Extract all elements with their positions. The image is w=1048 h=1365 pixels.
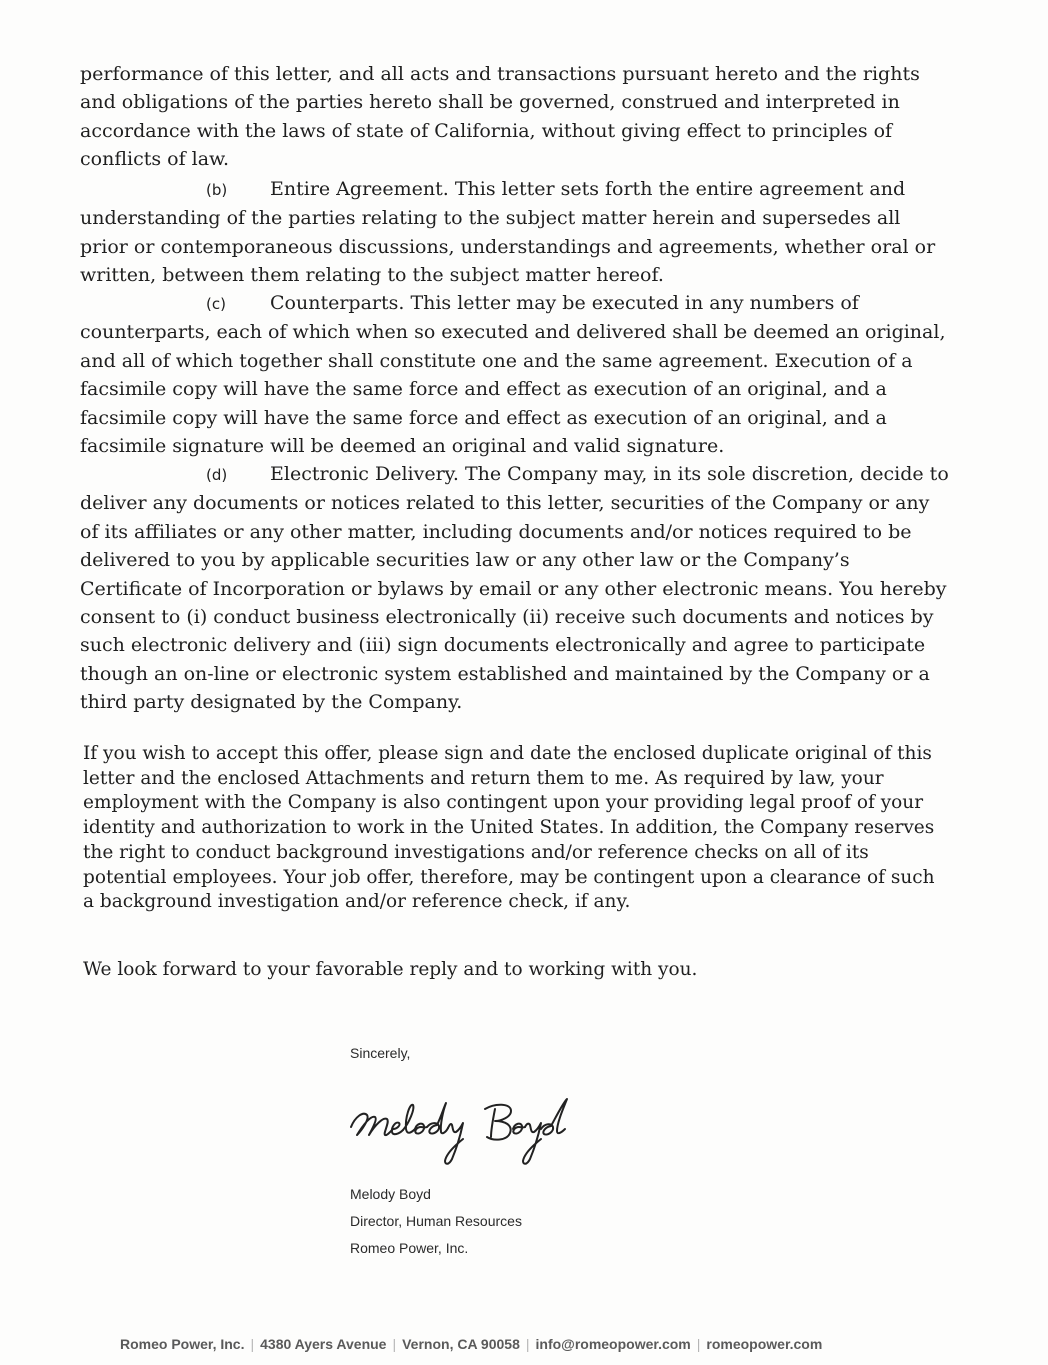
- footer-website: romeopower.com: [706, 1336, 823, 1352]
- clause-counterparts: [80, 289, 950, 460]
- clause-text: Electronic Delivery. The Company may, in its sole discretion, decide to deliver any documents or notices related to this letter, securities of the Company or any of its affiliates or any other matter, including documents and/or notices required to be delivered to you by applicable securities law or any other law or the Company’s Certificate of Incorporation or bylaws by email or any other electronic means. You hereby consent to (i) conduct business electronically (ii) receive such documents and notices by such electronic delivery and (iii) sign documents electronically and agree to participate though an on-line or electronic system established and maintained by the Company or a third party designated by the Company.: [80, 463, 949, 714]
- footer-separator: |: [696, 1336, 701, 1352]
- signature-image: [345, 1095, 595, 1175]
- clause-text: Counterparts. This letter may be executed in any numbers of counterparts, each of which when so executed and delivered shall be deemed an original, and all of which together shall constitute one and the same agreement. Execution of a facsimile copy will have the same force and effect as execution of an original, and a facsimile copy will have the same force and effect as execution of an original, and a facsimile signature will be deemed an original and valid signature.: [80, 292, 946, 458]
- governing-law-paragraph: performance of this letter, and all acts and transactions pursuant hereto and the rights and obligations of the parties hereto shall be governed, construed and interpreted in accordance with the laws of state of California, without giving effect to principles of conflicts of law.: [80, 63, 920, 171]
- footer-separator: |: [250, 1336, 255, 1352]
- footer-company: Romeo Power, Inc.: [120, 1336, 245, 1352]
- clause-label: (d): [206, 466, 228, 484]
- signer-company: Romeo Power, Inc.: [350, 1240, 469, 1256]
- footer-address: 4380 Ayers Avenue: [260, 1336, 387, 1352]
- closing-paragraph: We look forward to your favorable reply and to working with you.: [83, 959, 698, 980]
- acceptance-paragraph: If you wish to accept this offer, please sign and date the enclosed duplicate original of this letter and the enclosed Attachments and return them to me. As required by law, your employment with the Company is also contingent upon your providing legal proof of your identity and authorization to work in the United States. In addition, the Company reserves the right to conduct background investigations and/or reference checks on all of its potential employees. Your job offer, therefore, may be contingent upon a clearance of such a background investigation and/or reference check, if any.: [83, 743, 935, 913]
- signer-name: Melody Boyd: [350, 1186, 431, 1202]
- clause-label: (c): [206, 295, 226, 313]
- footer-city: Vernon, CA 90058: [402, 1336, 520, 1352]
- footer-email: info@romeopower.com: [535, 1336, 691, 1352]
- footer-separator: |: [525, 1336, 530, 1352]
- clause-entire-agreement: [80, 175, 950, 290]
- clause-text: Entire Agreement. This letter sets forth the entire agreement and understanding of the parties relating to the subject matter herein and supersedes all prior or contemporaneous discussions, understandings and agreements, whether oral or written, between them relating to the subject matter hereof.: [80, 178, 936, 287]
- footer-separator: |: [392, 1336, 397, 1352]
- signer-title: Director, Human Resources: [350, 1213, 522, 1229]
- clause-electronic-delivery: [80, 460, 950, 717]
- clause-label: (b): [206, 181, 228, 199]
- sincerely-closing: Sincerely,: [350, 1045, 411, 1061]
- letterhead-footer: [120, 1336, 822, 1352]
